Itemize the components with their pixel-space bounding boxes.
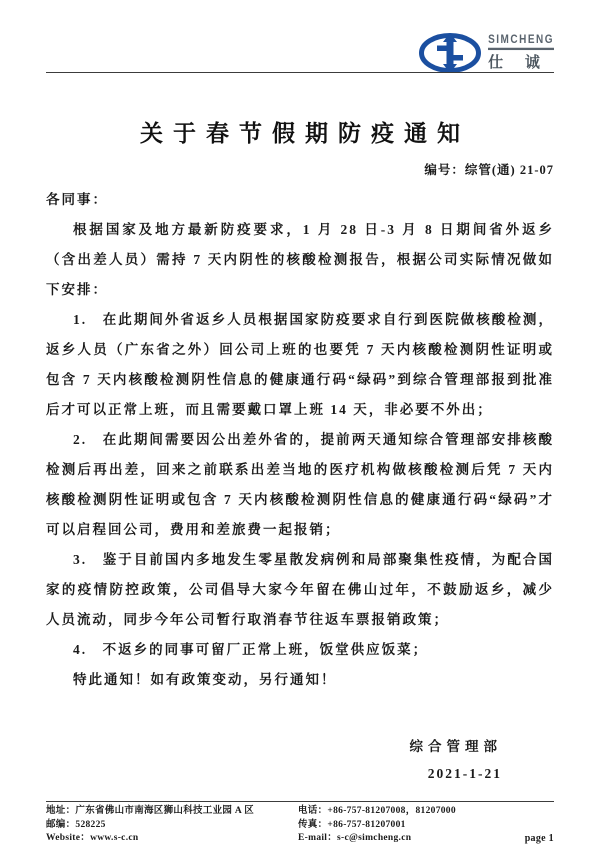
paragraph-item-4: 4. 不返乡的同事可留厂正常上班，饭堂供应饭菜；	[73, 642, 429, 657]
footer-zip-value: 528225	[75, 819, 106, 830]
page-number: page 1	[524, 833, 554, 844]
header-divider	[46, 72, 554, 73]
signature-block	[46, 733, 554, 787]
footer-zip-label: 邮编：	[46, 819, 76, 830]
footer-website-value: www.s-c.cn	[90, 833, 139, 843]
paragraph-item-3: 3. 鉴于目前国内多地发生零星散发病例和局部聚集性疫情，为配合国家的疫情防控政策，公司倡导大家今年留在佛山过年，不鼓励返乡，减少人员流动，同步今年公司暂行取消春节往返车票报销政策；	[46, 552, 554, 627]
signature-date: 2021-1-21	[427, 766, 502, 781]
paragraph-item-2: 2. 在此期间需要因公出差外省的，提前两天通知综合管理部安排核酸检测后再出差，回来之前联系出差当地的医疗机构做核酸检测后凭 7 天内核酸检测阴性证明或包含 7 天内核酸检测阴性信息的健康通行码“绿码”才可以启程回公司，费用和差旅费一起报销；	[46, 432, 554, 537]
paragraph-closing: 特此通知！如有政策变动，另行通知！	[73, 672, 337, 687]
footer-email-value: s-c@simcheng.cn	[337, 833, 412, 843]
footer-website-label: Website：	[46, 833, 91, 843]
footer-divider	[46, 801, 554, 802]
footer-address-label: 地址：	[46, 806, 76, 816]
salutation: 各同事：	[46, 192, 108, 207]
page-title: 关于春节假期防疫通知	[140, 121, 470, 146]
logo-text	[488, 35, 554, 72]
letterfoot	[46, 805, 554, 846]
footer-website	[46, 832, 298, 846]
footer-zip	[46, 819, 298, 833]
footer-left-column	[46, 805, 298, 846]
letterhead	[46, 0, 554, 72]
footer-fax-value: +86-757-81207001	[327, 819, 406, 830]
footer-right-column	[298, 805, 525, 846]
footer-fax	[298, 819, 525, 833]
footer-email-label: E-mail：	[298, 833, 338, 843]
footer-email	[298, 832, 525, 846]
sc-ellipse-logo-icon	[418, 30, 482, 76]
paragraph-intro: 根据国家及地方最新防疫要求，1 月 28 日-3 月 8 日期间省外返乡（含出差人员）需持 7 天内阴性的核酸检测报告，根据公司实际情况做如下安排：	[46, 222, 554, 297]
footer-phone	[298, 805, 525, 819]
company-logo	[418, 30, 554, 76]
footer-phone-label: 电话：	[298, 806, 328, 816]
footer-phone-value: +86-757-81207008，81207000	[327, 806, 456, 816]
footer-fax-label: 传真：	[298, 819, 328, 830]
logo-wordmark: SIMCHENG	[488, 33, 554, 49]
logo-cjk-name: 仕 诚	[488, 54, 549, 71]
paragraph-item-1: 1. 在此期间外省返乡人员根据国家防疫要求自行到医院做核酸检测，返乡人员（广东省之外）回公司上班的也要凭 7 天内核酸检测阴性证明或包含 7 天内核酸检测阴性信息的健康通行码“绿码”到综合管理部报到批准后才可以正常上班，而且需要戴口罩上班 14 天，非必要不外出；	[46, 312, 554, 417]
signature-department: 综合管理部	[409, 739, 502, 754]
doc-number: 编号：综管(通) 21-07	[424, 163, 554, 177]
footer-address	[46, 805, 298, 819]
notice-body	[46, 185, 554, 695]
footer-address-value: 广东省佛山市南海区狮山科技工业园 A 区	[75, 806, 254, 816]
